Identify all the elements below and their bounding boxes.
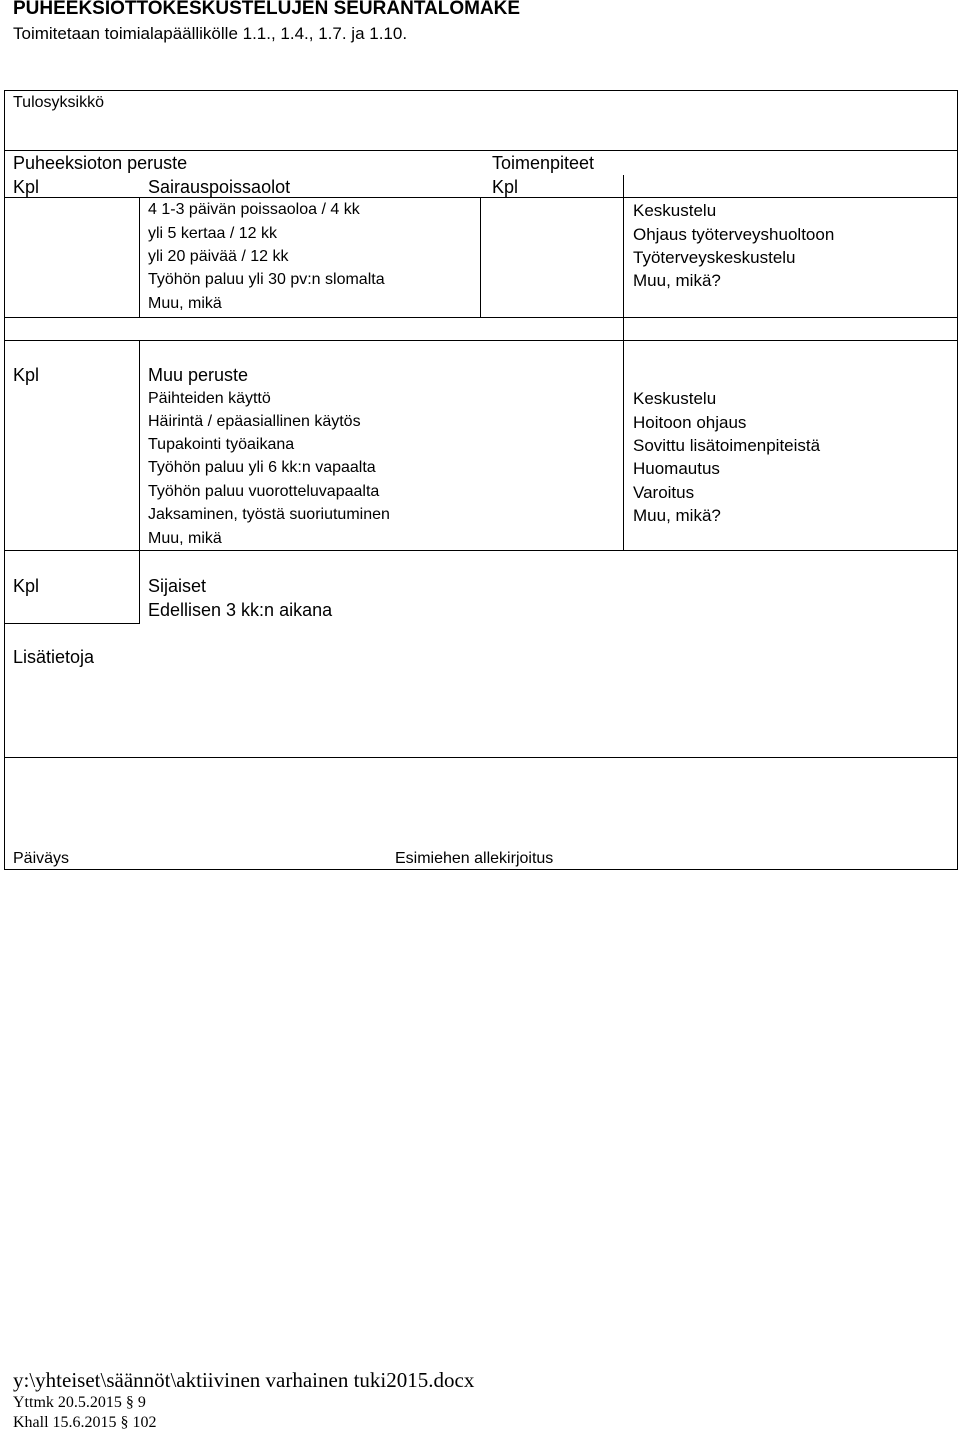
document-subtitle: Toimitetaan toimialapäällikölle 1.1., 1.4., 1.7. ja 1.10. xyxy=(13,24,408,43)
action-item: Keskustelu xyxy=(633,389,717,408)
document-title: PUHEEKSIOTTOKESKUSTELUJEN SEURANTALOMAKE xyxy=(13,0,521,19)
action-item: Varoitus xyxy=(633,483,695,502)
reason-item: Työhön paluu yli 30 pv:n slomalta xyxy=(148,271,385,288)
unit-field[interactable] xyxy=(5,115,957,149)
reason-item: Jaksaminen, työstä suoriutuminen xyxy=(148,506,390,523)
reason-item: yli 5 kertaa / 12 kk xyxy=(148,225,277,242)
signature-label: Esimiehen allekirjoitus xyxy=(395,850,554,867)
actions-header: Toimenpiteet xyxy=(492,153,595,173)
extra-info-field[interactable] xyxy=(5,672,957,756)
action-item: Työterveyskeskustelu xyxy=(633,248,796,267)
reason-header: Puheeksioton peruste xyxy=(13,153,188,173)
reason-item: Tupakointi työaikana xyxy=(148,436,295,453)
unit-label: Tulosyksikkö xyxy=(13,94,104,111)
action-item: Huomautus xyxy=(633,459,720,478)
reason-item: Muu, mikä xyxy=(148,295,222,312)
kpl-label: Kpl xyxy=(13,365,40,385)
reason-item: Päihteiden käyttö xyxy=(148,390,271,407)
action-item: Sovittu lisätoimenpiteistä xyxy=(633,436,821,455)
reason-item: yli 20 päivää / 12 kk xyxy=(148,248,289,265)
footer-approval-line: Khall 15.6.2015 § 102 xyxy=(13,1414,157,1431)
section-header: Sijaiset xyxy=(148,576,207,596)
file-path: y:\yhteiset\säännöt\aktiivinen varhainen tuki2015.docx xyxy=(13,1368,475,1392)
reason-item: 4 1-3 päivän poissaoloa / 4 kk xyxy=(148,201,360,218)
date-label: Päiväys xyxy=(13,850,70,867)
action-item: Muu, mikä? xyxy=(633,506,721,525)
action-item: Hoitoon ohjaus xyxy=(633,413,747,432)
reason-item: Muu, mikä xyxy=(148,530,222,547)
reason-item: Työhön paluu yli 6 kk:n vapaalta xyxy=(148,459,376,476)
reason-item: Työhön paluu vuorotteluvapaalta xyxy=(148,483,380,500)
footer-approval-line: Yttmk 20.5.2015 § 9 xyxy=(13,1394,146,1411)
action-item: Ohjaus työterveyshuoltoon xyxy=(633,225,835,244)
action-item: Muu, mikä? xyxy=(633,271,721,290)
reason-item: Häirintä / epäasiallinen käytös xyxy=(148,413,361,430)
kpl-label: Kpl xyxy=(13,177,40,197)
section-header: Muu peruste xyxy=(148,365,249,385)
kpl-label: Kpl xyxy=(492,177,519,197)
section-subheader: Edellisen 3 kk:n aikana xyxy=(148,600,333,620)
kpl-label: Kpl xyxy=(13,576,40,596)
section-subheader: Sairauspoissaolot xyxy=(148,177,291,197)
action-item: Keskustelu xyxy=(633,201,717,220)
extra-info-label: Lisätietoja xyxy=(13,647,95,667)
